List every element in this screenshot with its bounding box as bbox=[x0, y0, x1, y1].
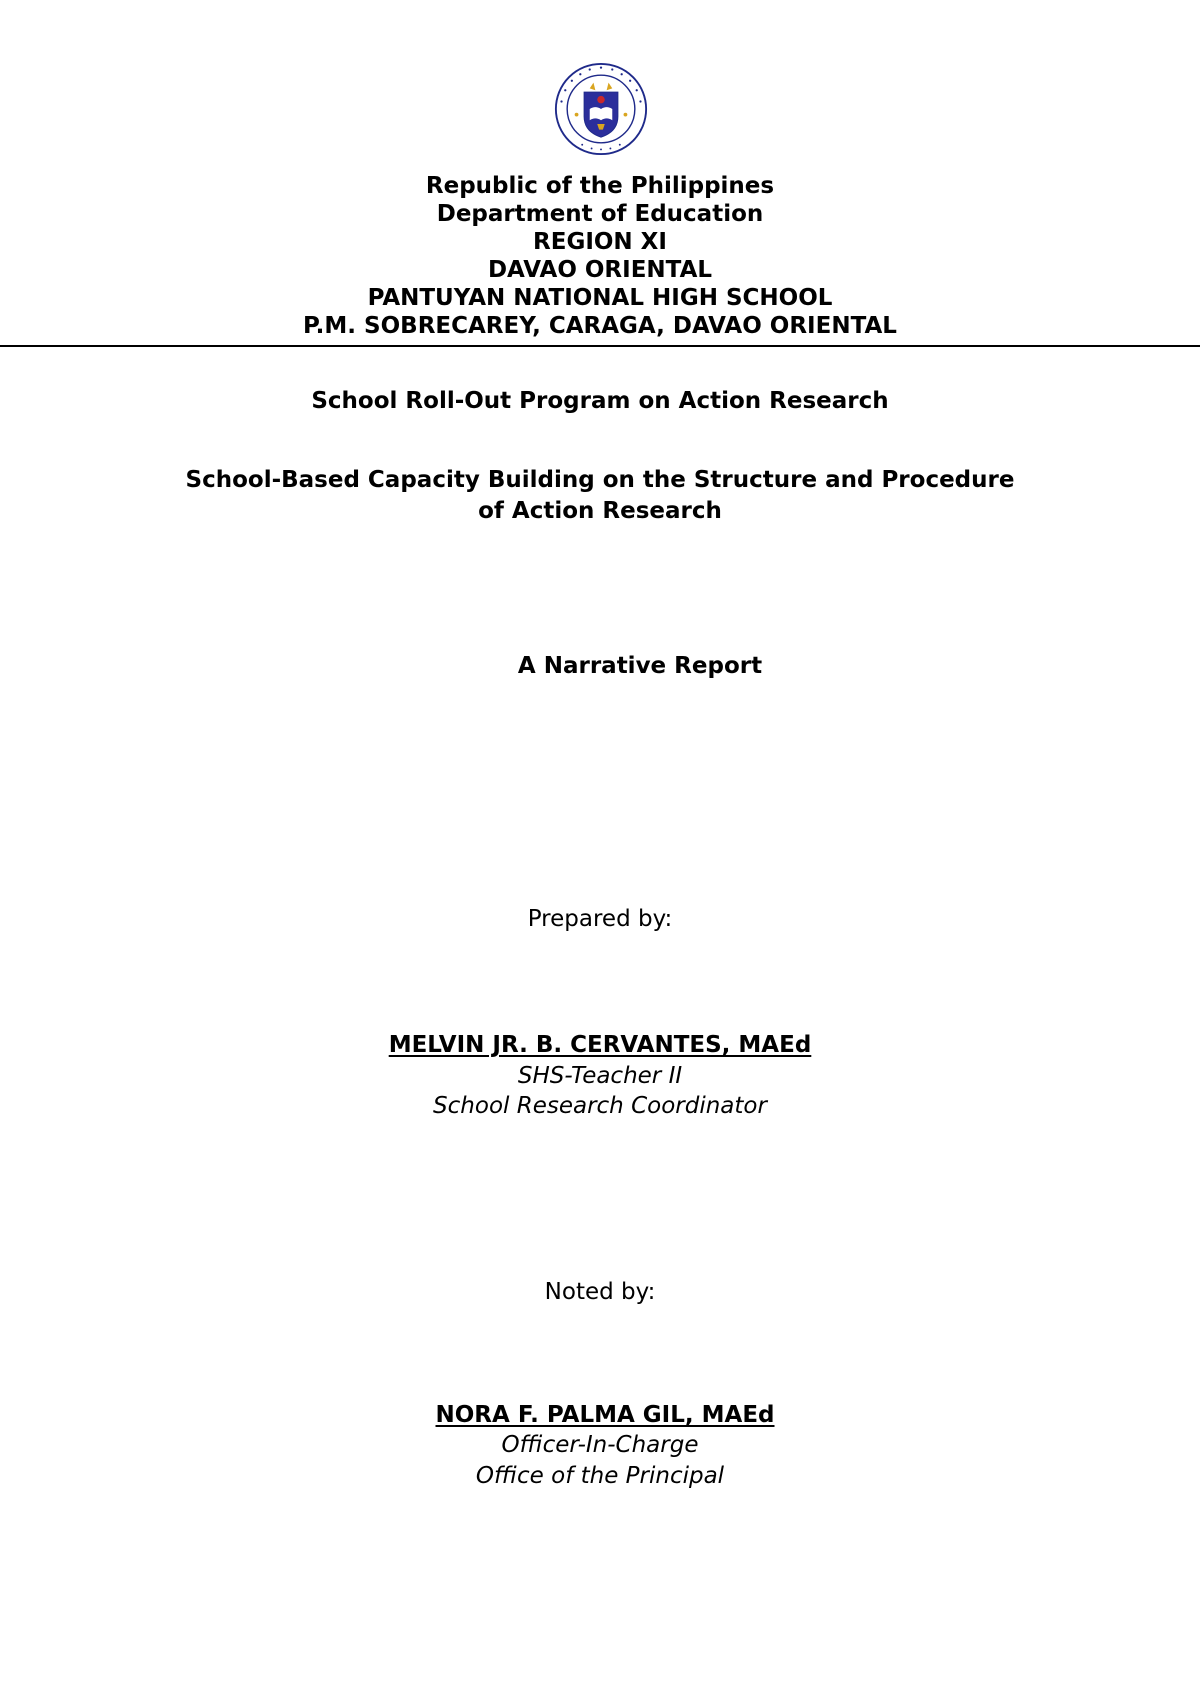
program-title: School Roll-Out Program on Action Research bbox=[311, 388, 889, 414]
header-divider bbox=[0, 345, 1200, 347]
division-name: DAVAO ORIENTAL bbox=[487, 257, 713, 283]
school-name: PANTUYAN NATIONAL HIGH SCHOOL bbox=[367, 285, 833, 311]
country-name: Republic of the Philippines bbox=[425, 173, 775, 199]
region-name: REGION XI bbox=[533, 229, 667, 255]
prepared-by-position: SHS-Teacher II bbox=[517, 1063, 683, 1089]
noted-by-label: Noted by: bbox=[544, 1279, 656, 1305]
noted-by-role: Office of the Principal bbox=[475, 1463, 725, 1489]
deped-seal-logo bbox=[554, 62, 648, 156]
program-subtitle-line1: School-Based Capacity Building on the Structure and Procedure bbox=[185, 467, 1015, 493]
school-address: P.M. SOBRECAREY, CARAGA, DAVAO ORIENTAL bbox=[303, 313, 897, 339]
noted-by-name-row bbox=[5, 1400, 1200, 1430]
prepared-by-name: MELVIN JR. B. CERVANTES, MAEd bbox=[388, 1032, 812, 1058]
prepared-by-role: School Research Coordinator bbox=[433, 1093, 767, 1119]
noted-by-name: NORA F. PALMA GIL, MAEd bbox=[435, 1402, 775, 1428]
department-name: Department of Education bbox=[436, 201, 764, 227]
report-type: A Narrative Report bbox=[517, 653, 763, 679]
prepared-by-label: Prepared by: bbox=[527, 906, 673, 932]
prepared-by-name-row bbox=[0, 1030, 1200, 1060]
letterhead bbox=[0, 172, 1200, 340]
noted-by-position: Officer-In-Charge bbox=[501, 1432, 699, 1458]
program-subtitle-line2: of Action Research bbox=[478, 498, 722, 524]
